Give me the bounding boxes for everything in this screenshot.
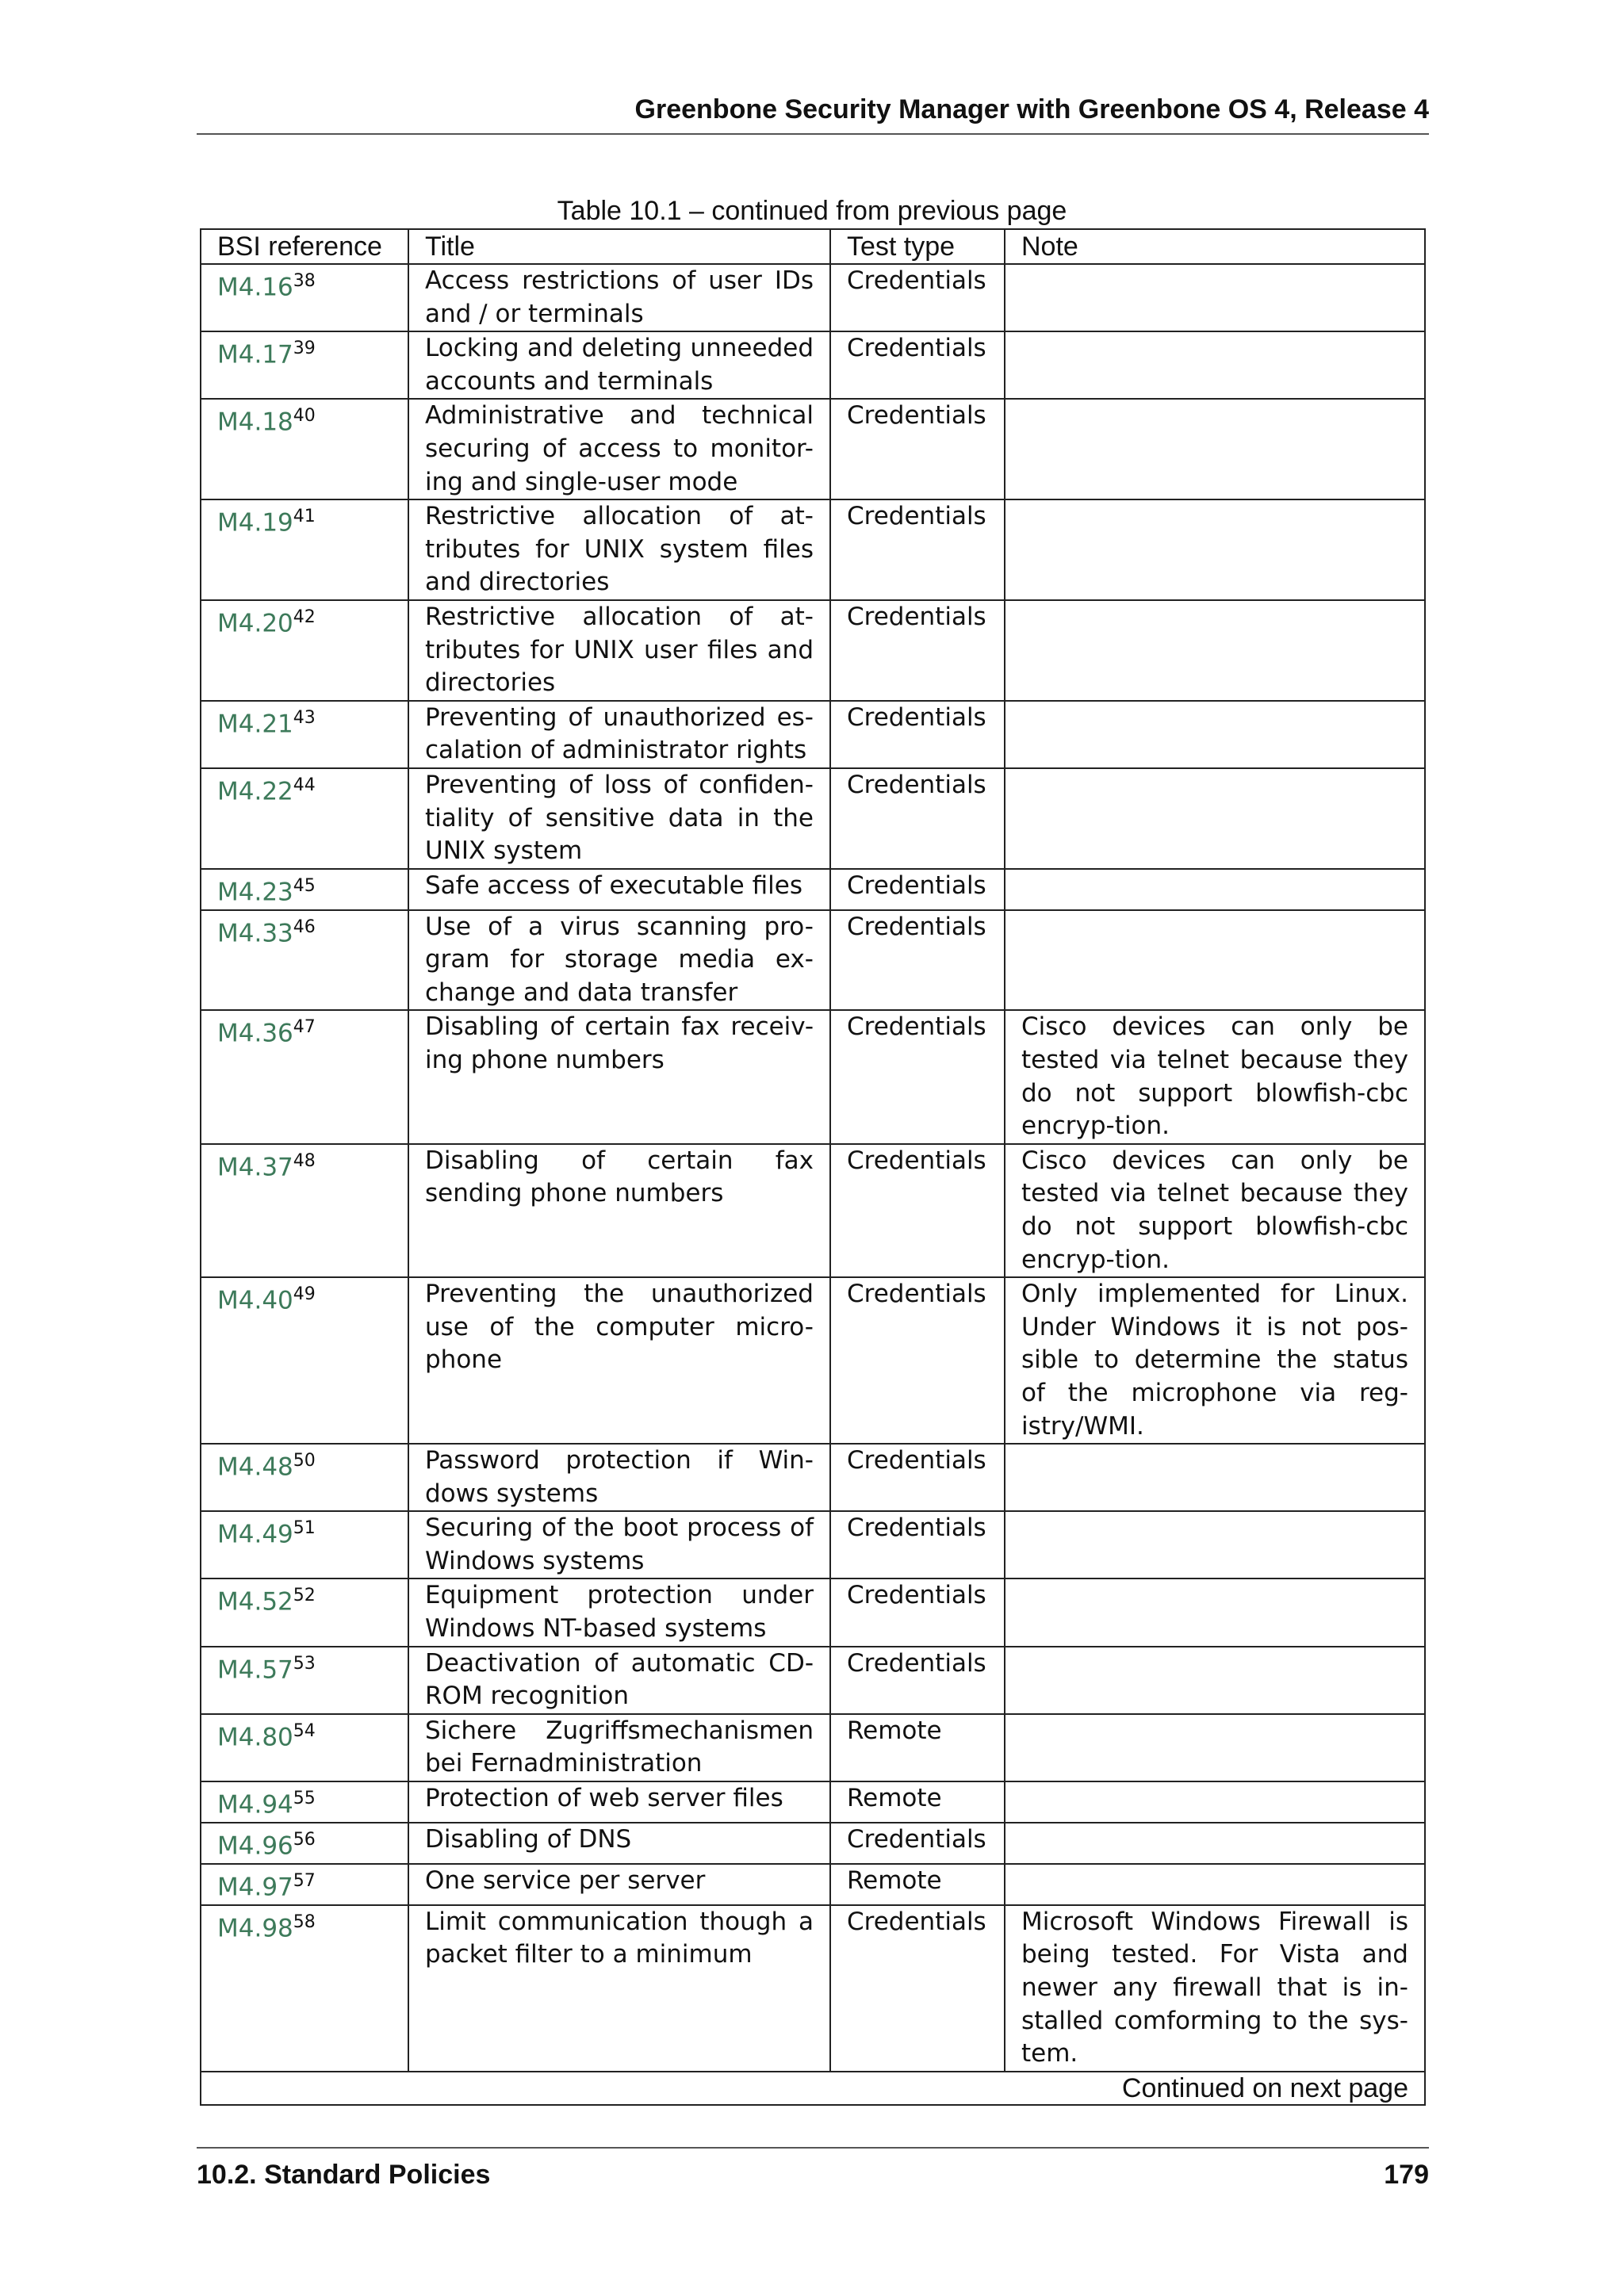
title-cell: Safe access of executable files [408,869,830,910]
test-type-cell: Credentials [830,1444,1005,1511]
title-cell: Preventing of unauthorized es-calation of administrator rights [408,701,830,768]
bsi-reference-cell [201,1823,408,1864]
test-type-cell: Credentials [830,264,1005,331]
note-cell [1005,701,1425,768]
footnote-marker[interactable]: 55 [293,1789,316,1809]
table-row [201,1647,1425,1714]
bsi-reference-link[interactable]: M4.80 [217,1723,293,1752]
bsi-reference-link[interactable]: M4.94 [217,1790,293,1820]
footnote-marker[interactable]: 43 [293,707,316,728]
bsi-reference-cell [201,1277,408,1444]
title-cell: Securing of the boot process of Windows systems [408,1511,830,1578]
column-header-title: Title [408,229,830,264]
running-header: Greenbone Security Manager with Greenbone OS 4, Release 4 [197,89,1429,135]
bsi-reference-cell [201,1511,408,1578]
note-cell [1005,264,1425,331]
title-cell: Deactivation of automatic CD-ROM recognition [408,1647,830,1714]
table-row [201,1511,1425,1578]
bsi-reference-link[interactable]: M4.17 [217,340,293,369]
note-cell [1005,499,1425,600]
note-cell: Cisco devices can only be tested via telnet because they do not support blowfish-cbc encryp-tion. [1005,1144,1425,1277]
note-cell [1005,331,1425,399]
bsi-reference-link[interactable]: M4.37 [217,1153,293,1182]
bsi-reference-link[interactable]: M4.49 [217,1520,293,1549]
table-row [201,1781,1425,1823]
test-type-cell: Credentials [830,331,1005,399]
test-type-cell: Remote [830,1714,1005,1781]
table-row [201,910,1425,1011]
note-cell [1005,910,1425,1011]
note-cell [1005,1578,1425,1646]
test-type-cell: Credentials [830,1511,1005,1578]
footnote-marker[interactable]: 49 [293,1284,316,1305]
bsi-reference-cell [201,1864,408,1905]
bsi-reference-cell [201,399,408,499]
note-cell [1005,1511,1425,1578]
table-row [201,1277,1425,1444]
note-cell [1005,768,1425,869]
title-cell: Disabling of DNS [408,1823,830,1864]
bsi-reference-cell [201,1144,408,1277]
bsi-reference-cell [201,1905,408,2072]
title-cell: Disabling of certain fax receiv-ing phone numbers [408,1010,830,1143]
bsi-reference-link[interactable]: M4.33 [217,918,293,947]
table-row [201,1864,1425,1905]
bsi-reference-link[interactable]: M4.97 [217,1873,293,1902]
table-row [201,600,1425,701]
title-cell: One service per server [408,1864,830,1905]
table-row [201,1823,1425,1864]
test-type-cell: Credentials [830,399,1005,499]
bsi-reference-link[interactable]: M4.48 [217,1452,293,1482]
note-cell: Microsoft Windows Firewall is being tested. For Vista and newer any firewall that is in-stalled comforming to the sys-tem. [1005,1905,1425,2072]
bsi-reference-cell [201,264,408,331]
bsi-reference-link[interactable]: M4.22 [217,777,293,806]
title-cell: Disabling of certain fax sending phone numbers [408,1144,830,1277]
test-type-cell: Credentials [830,499,1005,600]
bsi-reference-cell [201,1714,408,1781]
note-cell [1005,1647,1425,1714]
note-cell: Only implemented for Linux. Under Windows it is not pos-sible to determine the status of the microphone via reg-istry/WMI. [1005,1277,1425,1444]
footnote-marker[interactable]: 58 [293,1911,316,1932]
test-type-cell: Credentials [830,1277,1005,1444]
test-type-cell: Credentials [830,768,1005,869]
footnote-marker[interactable]: 40 [293,406,316,427]
footnote-marker[interactable]: 47 [293,1017,316,1038]
test-type-cell: Credentials [830,1144,1005,1277]
test-type-cell: Credentials [830,1010,1005,1143]
footnote-marker[interactable]: 52 [293,1586,316,1606]
table-row [201,768,1425,869]
footnote-marker[interactable]: 56 [293,1829,316,1850]
table-row [201,701,1425,768]
title-cell: Limit communication though a packet filter to a minimum [408,1905,830,2072]
table-row [201,1010,1425,1143]
bsi-reference-link[interactable]: M4.36 [217,1019,293,1048]
test-type-cell: Credentials [830,869,1005,910]
bsi-reference-cell [201,499,408,600]
column-header-bsi-reference: BSI reference [201,229,408,264]
bsi-reference-cell [201,768,408,869]
note-cell [1005,1714,1425,1781]
note-cell [1005,1781,1425,1823]
test-type-cell: Remote [830,1864,1005,1905]
note-cell [1005,1823,1425,1864]
footnote-marker[interactable]: 48 [293,1150,316,1171]
bsi-reference-cell [201,600,408,701]
footnote-marker[interactable]: 45 [293,875,316,896]
bsi-reference-link[interactable]: M4.16 [217,273,293,302]
bsi-policy-table [200,228,1426,2106]
footer-section-title: 10.2. Standard Policies [197,2160,491,2190]
title-cell: Preventing of loss of confiden-tiality of sensitive data in the UNIX system [408,768,830,869]
note-cell [1005,399,1425,499]
test-type-cell: Credentials [830,1823,1005,1864]
bsi-reference-cell [201,910,408,1011]
test-type-cell: Credentials [830,1578,1005,1646]
footnote-marker[interactable]: 42 [293,607,316,627]
test-type-cell: Credentials [830,701,1005,768]
footnote-marker[interactable]: 38 [293,271,316,291]
bsi-reference-link[interactable]: M4.18 [217,408,293,437]
table-row [201,1905,1425,2072]
footnote-marker[interactable]: 39 [293,339,316,359]
table-row [201,399,1425,499]
title-cell: Equipment protection under Windows NT-based systems [408,1578,830,1646]
test-type-cell: Credentials [830,910,1005,1011]
title-cell: Restrictive allocation of at-tributes for UNIX user files and directories [408,600,830,701]
bsi-reference-link[interactable]: M4.98 [217,1914,293,1943]
bsi-reference-link[interactable]: M4.23 [217,878,293,907]
table-header-row [201,229,1425,264]
title-cell: Administrative and technical securing of access to monitor-ing and single-user mode [408,399,830,499]
footnote-marker[interactable]: 46 [293,916,316,937]
footnote-marker[interactable]: 44 [293,775,316,795]
table-caption: Table 10.1 – continued from previous page [557,196,1067,226]
column-header-note: Note [1005,229,1425,264]
table-row [201,1444,1425,1511]
footnote-marker[interactable]: 51 [293,1518,316,1539]
table-row [201,1578,1425,1646]
bsi-reference-link[interactable]: M4.20 [217,609,293,638]
footnote-marker[interactable]: 54 [293,1720,316,1741]
title-cell: Restrictive allocation of at-tributes for UNIX system files and directories [408,499,830,600]
page-footer [197,2147,1429,2195]
table-row [201,869,1425,910]
title-cell: Access restrictions of user IDs and / or terminals [408,264,830,331]
title-cell: Protection of web server files [408,1781,830,1823]
footnote-marker[interactable]: 41 [293,507,316,527]
bsi-reference-cell [201,1578,408,1646]
bsi-reference-link[interactable]: M4.52 [217,1587,293,1617]
page-number: 179 [1384,2160,1429,2190]
test-type-cell: Credentials [830,600,1005,701]
bsi-reference-link[interactable]: M4.57 [217,1655,293,1684]
title-cell: Sichere Zugriffsmechanismen bei Fernadministration [408,1714,830,1781]
table-row [201,499,1425,600]
note-cell [1005,1444,1425,1511]
title-cell: Locking and deleting unneeded accounts and terminals [408,331,830,399]
table-row [201,1144,1425,1277]
test-type-cell: Credentials [830,1905,1005,2072]
footnote-marker[interactable]: 57 [293,1870,316,1891]
note-cell [1005,869,1425,910]
bsi-reference-link[interactable]: M4.96 [217,1831,293,1861]
note-cell: Cisco devices can only be tested via telnet because they do not support blowfish-cbc encryp-tion. [1005,1010,1425,1143]
table-row [201,331,1425,399]
continued-on-next-page: Continued on next page [201,2072,1425,2105]
bsi-reference-cell [201,1444,408,1511]
bsi-reference-link[interactable]: M4.19 [217,508,293,538]
footnote-marker[interactable]: 50 [293,1451,316,1471]
bsi-reference-link[interactable]: M4.21 [217,710,293,739]
continued-row [201,2072,1425,2105]
bsi-reference-cell [201,331,408,399]
title-cell: Preventing the unauthorized use of the computer micro-phone [408,1277,830,1444]
test-type-cell: Credentials [830,1647,1005,1714]
test-type-cell: Remote [830,1781,1005,1823]
note-cell [1005,600,1425,701]
bsi-reference-cell [201,869,408,910]
title-cell: Use of a virus scanning pro-gram for storage media ex-change and data transfer [408,910,830,1011]
note-cell [1005,1864,1425,1905]
bsi-reference-cell [201,1010,408,1143]
bsi-reference-link[interactable]: M4.40 [217,1286,293,1315]
bsi-reference-cell [201,701,408,768]
table-row [201,1714,1425,1781]
bsi-reference-cell [201,1647,408,1714]
footnote-marker[interactable]: 53 [293,1653,316,1674]
title-cell: Password protection if Win-dows systems [408,1444,830,1511]
table-row [201,264,1425,331]
bsi-reference-cell [201,1781,408,1823]
column-header-test-type: Test type [830,229,1005,264]
